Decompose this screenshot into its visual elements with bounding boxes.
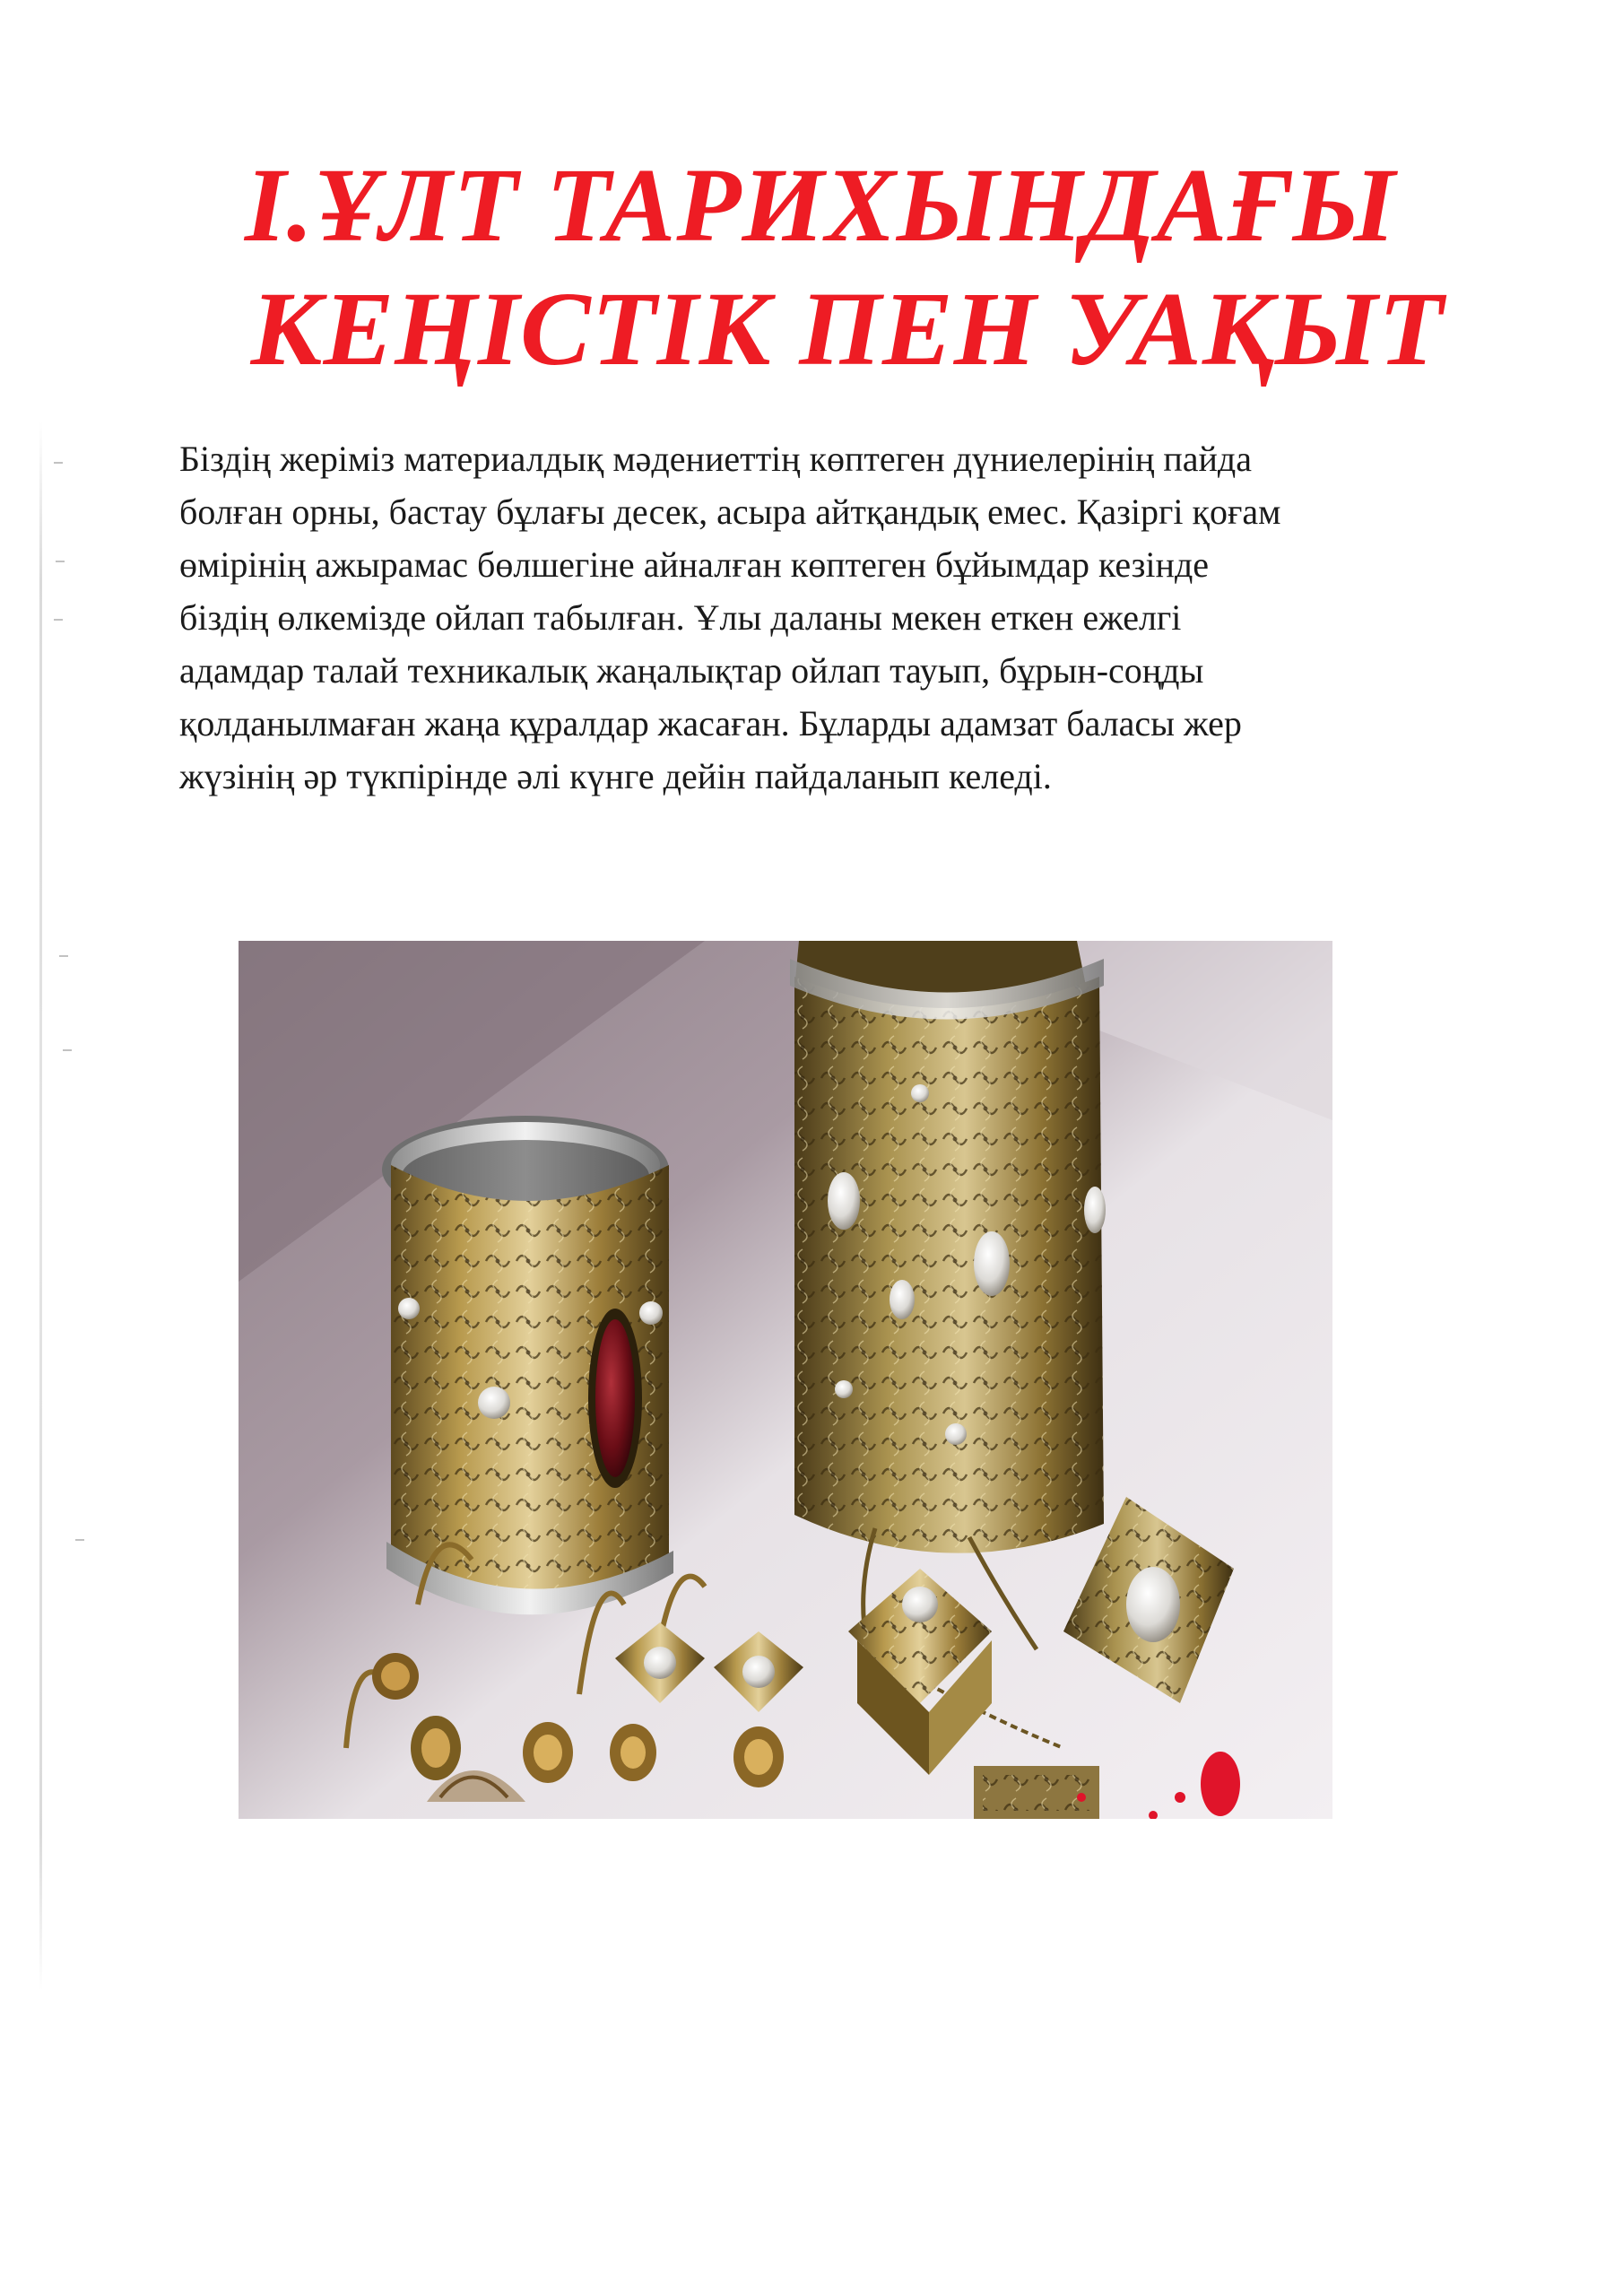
body-line: өмірінің ажырамас бөлшегіне айналған көптеген бұйымдар кезінде [179,544,1210,585]
scan-mark [56,561,65,562]
scan-mark [59,955,68,957]
scan-mark [63,1049,72,1051]
scan-mark [54,462,63,464]
body-line: Біздің жеріміз материалдық мәдениеттің көптеген дүниелерінің пайда [179,439,1253,479]
heading-line-2: КЕҢІСТІК ПЕН УАҚЫТ [250,270,1445,387]
body-paragraph [179,432,1471,803]
body-line: жүзінің әр түкпірінде әлі күнге дейін пайдаланып келеді. [179,756,1052,796]
scan-edge-artifact [39,422,42,1991]
scan-mark [54,619,63,621]
left-cuff [382,1116,673,1614]
heading-line-1: І.ҰЛТ ТАРИХЫНДАҒЫ [244,146,1397,264]
body-line: қолданылмаған жаңа құралдар жасаған. Бұларды адамзат баласы жер [179,703,1242,744]
scan-mark [75,1539,84,1541]
jewelry-photo [239,941,1332,1819]
body-line: адамдар талай техникалық жаңалықтар ойлап тауып, бұрын-соңды [179,650,1204,691]
body-line: болған орны, бастау бұлағы десек, асыра айтқандық емес. Қазіргі қоғам [179,491,1281,532]
right-cuff [790,941,1106,1553]
body-line: біздің өлкемізде ойлап табылған. Ұлы даланы мекен еткен ежелгі [179,597,1182,638]
